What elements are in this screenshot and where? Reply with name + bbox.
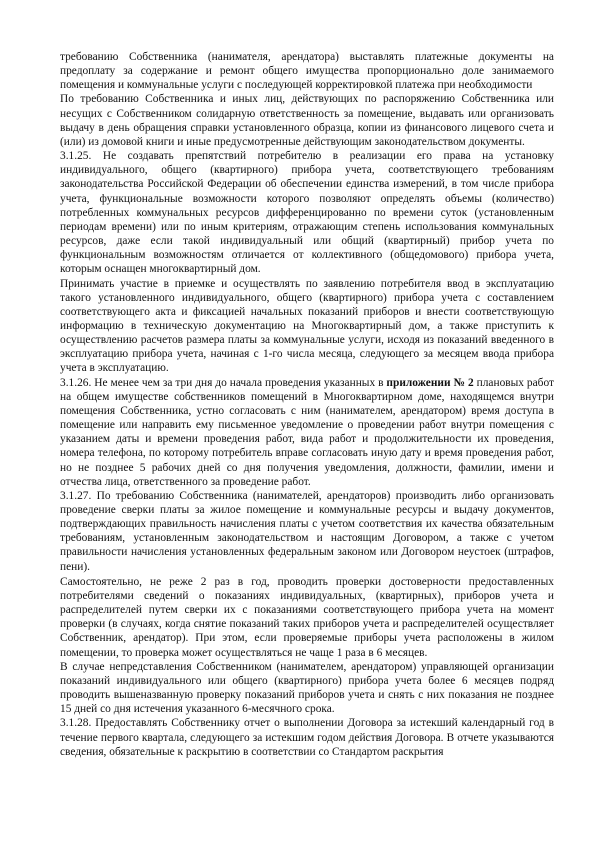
paragraph-3-1-27: 3.1.27. По требованию Собственника (нанимателей, арендаторов) производить либо организовать проведение сверки платы за жилое помещение и коммунальные ресурсы и выдачу документов, подтверждающих правильность начисления платы с учетом соответствия их качества обязательным требованиям, установленным законодательством и настоящим Договором, а также с учетом правильности начисления установленных федеральным законом или Договором неустоек (штрафов, пени). bbox=[60, 489, 554, 573]
paragraph-meter-commissioning: Принимать участие в приемке и осуществлять по заявлению потребителя ввод в эксплуатацию такого установленного индивидуального, общего (квартирного) прибора учета с составлением соответствующего акта и фиксацией начальных показаний приборов и внести соответствующую информацию в техническую документацию на Многоквартирный дом, а также приступить к осуществлению расчетов размера платы за коммунальные услуги, исходя из показаний введенного в эксплуатацию прибора учета, начиная с 1-го числа месяца, следующего за месяцем ввода прибора учета в эксплуатацию. bbox=[60, 277, 554, 375]
paragraph-readings-not-provided: В случае непредставления Собственником (нанимателем, арендатором) управляющей организации показаний индивидуального или общего (квартирного) прибора учета более 6 месяцев подряд проводить вышеназванную проверку показаний приборов учета и снять с них показания не позднее 15 дней со дня истечения указанного 6-месячного срока. bbox=[60, 660, 554, 716]
paragraph-billing-prepayment: требованию Собственника (нанимателя, арендатора) выставлять платежные документы на предоплату за содержание и ремонт общего имущества пропорционально доле занимаемого помещения и коммунальные услуги с последующей корректировкой платежа при необходимости bbox=[60, 51, 554, 92]
paragraph-3-1-26 bbox=[60, 376, 554, 489]
paragraph-3-1-28: 3.1.28. Предоставлять Собственнику отчет о выполнении Договора за истекший календарный год в течение первого квартала, следующего за истекшим годом действия Договора. В отчете указываются сведения, обязательные к раскрытию в соответствии со Стандартом раскрытия bbox=[60, 717, 554, 758]
appendix-2-reference: приложении № 2 bbox=[386, 376, 474, 389]
paragraph-certificates-issue: По требованию Собственника и иных лиц, действующих по распоряжению Собственника или несущих с Собственником солидарную ответственность за помещение, выдавать или организовать выдачу в день обращения справки установленного образца, копии из финансового лицевого счета и (или) из домовой книги и иные предусмотренные действующим законодательством документы. bbox=[60, 93, 554, 148]
paragraph-3-1-25: 3.1.25. Не создавать препятствий потребителю в реализации его права на установку индивидуального, общего (квартирного) прибора учета, соответствующего требованиям законодательства Российской Федерации об обеспечении единства измерений, в том числе прибора учета, функциональные возможности которого позволяют определять объемы (количество) потребленных коммунальных ресурсов дифференцированно по времени суток (установленным периодам времени) или по иным критериям, отражающим степень использования коммунальных ресурсов, даже если такой индивидуальный или общий (квартирный) прибор учета по функциональным возможностям отличается от коллективного (общедомового) прибора учета, которым оснащен многоквартирный дом. bbox=[60, 150, 554, 276]
paragraph-3-1-26-start: 3.1.26. Не менее чем за три дня до начала проведения указанных в bbox=[60, 376, 387, 389]
paragraph-3-1-26-rest: плановых работ на общем имуществе собственников помещений в Многоквартирном доме, находящемся внутри помещения Собственника, устно согласовать с ним (нанимателем, арендатором) время доступа в помещение или направить ему письменное уведомление о проведении работ внутри помещения с указанием даты и времени проведения работ, вида работ и продолжительности их проведения, номера телефона, по которому потребитель вправе согласовать иную дату и время проведения работ, но не позднее 5 рабочих дней со дня получения уведомления, должности, фамилии, имени и отчества лица, ответственного за проведение работ. bbox=[60, 376, 555, 488]
paragraph-meter-verification: Самостоятельно, не реже 2 раз в год, проводить проверки достоверности предоставленных потребителями сведений о показаниях индивидуальных, (квартирных), приборов учета и распределителей путем сверки их с показаниями соответствующего прибора учета на момент проверки (в случаях, когда снятие показаний таких приборов учета и распределителей осуществляет Собственник, арендатор). При этом, если проверяемые приборы учета расположены в жилом помещении, то проверка может осуществляться не чаще 1 раза в 6 месяцев. bbox=[60, 575, 554, 659]
